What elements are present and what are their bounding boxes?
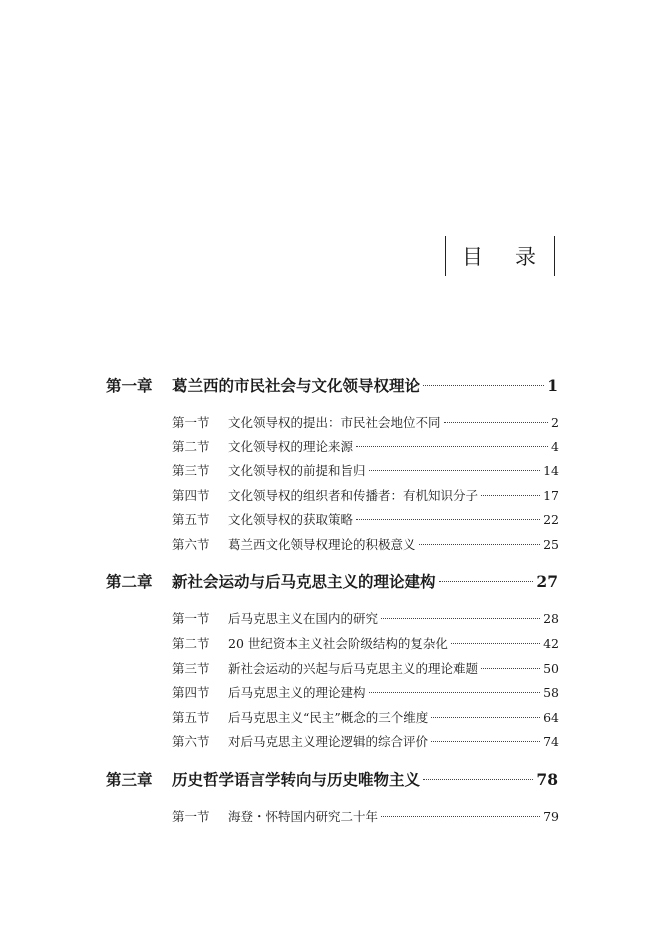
section-title: 葛兰西文化领导权理论的积极意义: [228, 537, 416, 552]
toc-section[interactable]: [172, 461, 559, 479]
section-number: 第一节: [172, 611, 210, 626]
dot-leader: [481, 668, 540, 669]
section-number: 第二节: [172, 636, 210, 651]
section-title: 文化领导权的获取策略: [228, 512, 354, 527]
section-page: 22: [543, 512, 559, 527]
dot-leader: [431, 741, 540, 742]
section-page: 50: [543, 661, 559, 676]
toc-section[interactable]: [172, 437, 559, 455]
chapter-page: 78: [536, 770, 558, 789]
section-title: 文化领导权的提出：市民社会地位不同: [228, 415, 441, 430]
toc-chapter[interactable]: [106, 768, 558, 790]
section-title: 后马克思主义的理论建构: [228, 685, 366, 700]
section-number: 第四节: [172, 685, 210, 700]
section-number: 第四节: [172, 488, 210, 503]
dot-leader: [356, 519, 540, 520]
chapter-number: 第二章: [106, 572, 153, 591]
section-page: 25: [543, 537, 559, 552]
section-number: 第五节: [172, 710, 210, 725]
chapter-number: 第一章: [106, 376, 153, 395]
section-title: 新社会运动的兴起与后马克思主义的理论难题: [228, 661, 479, 676]
toc-heading-left: 目: [462, 245, 483, 269]
section-title: 对后马克思主义理论逻辑的综合评价: [228, 734, 429, 749]
chapter-number: 第三章: [106, 770, 153, 789]
toc-section[interactable]: [172, 413, 559, 431]
toc-section[interactable]: [172, 807, 559, 825]
section-page: 14: [543, 463, 559, 478]
section-title: 后马克思主义“民主”概念的三个维度: [228, 710, 429, 725]
section-page: 2: [551, 415, 559, 430]
section-page: 79: [543, 809, 559, 824]
section-page: 64: [543, 710, 559, 725]
section-title: 文化领导权的理论来源: [228, 439, 354, 454]
section-number: 第六节: [172, 734, 210, 749]
section-number: 第一节: [172, 809, 210, 824]
toc-heading: [445, 236, 555, 276]
section-number: 第三节: [172, 661, 210, 676]
toc-section[interactable]: [172, 486, 559, 504]
dot-leader: [481, 495, 540, 496]
section-page: 28: [543, 611, 559, 626]
toc-chapter[interactable]: [106, 374, 558, 396]
toc-section[interactable]: [172, 535, 559, 553]
chapter-page: 1: [547, 376, 558, 395]
chapter-page: 27: [536, 572, 558, 591]
dot-leader: [439, 581, 534, 582]
section-page: 4: [551, 439, 559, 454]
toc-heading-right: 录: [515, 245, 536, 269]
chapter-title: 新社会运动与后马克思主义的理论建构: [172, 572, 436, 591]
toc-chapter[interactable]: [106, 570, 558, 592]
dot-leader: [444, 422, 549, 423]
dot-leader: [369, 692, 541, 693]
dot-leader: [369, 470, 541, 471]
section-title: 后马克思主义在国内的研究: [228, 611, 379, 626]
dot-leader: [431, 717, 540, 718]
toc-section[interactable]: [172, 708, 559, 726]
dot-leader: [381, 816, 540, 817]
section-number: 第六节: [172, 537, 210, 552]
section-title: 文化领导权的前提和旨归: [228, 463, 366, 478]
chapter-title: 葛兰西的市民社会与文化领导权理论: [172, 376, 421, 395]
toc-section[interactable]: [172, 634, 559, 652]
section-page: 74: [543, 734, 559, 749]
toc-section[interactable]: [172, 510, 559, 528]
section-title: 文化领导权的组织者和传播者：有机知识分子: [228, 488, 479, 503]
section-page: 58: [543, 685, 559, 700]
toc-section[interactable]: [172, 609, 559, 627]
toc-section[interactable]: [172, 732, 559, 750]
section-title: 海登・怀特国内研究二十年: [228, 809, 379, 824]
dot-leader: [451, 643, 540, 644]
section-title: 20 世纪资本主义社会阶级结构的复杂化: [228, 636, 448, 651]
dot-leader: [423, 385, 544, 386]
section-page: 17: [543, 488, 559, 503]
toc-section[interactable]: [172, 683, 559, 701]
section-page: 42: [543, 636, 559, 651]
toc-section[interactable]: [172, 659, 559, 677]
section-number: 第五节: [172, 512, 210, 527]
dot-leader: [356, 446, 548, 447]
dot-leader: [419, 544, 541, 545]
section-number: 第三节: [172, 463, 210, 478]
dot-leader: [381, 618, 540, 619]
section-number: 第二节: [172, 439, 210, 454]
chapter-title: 历史哲学语言学转向与历史唯物主义: [172, 770, 421, 789]
dot-leader: [423, 779, 533, 780]
section-number: 第一节: [172, 415, 210, 430]
